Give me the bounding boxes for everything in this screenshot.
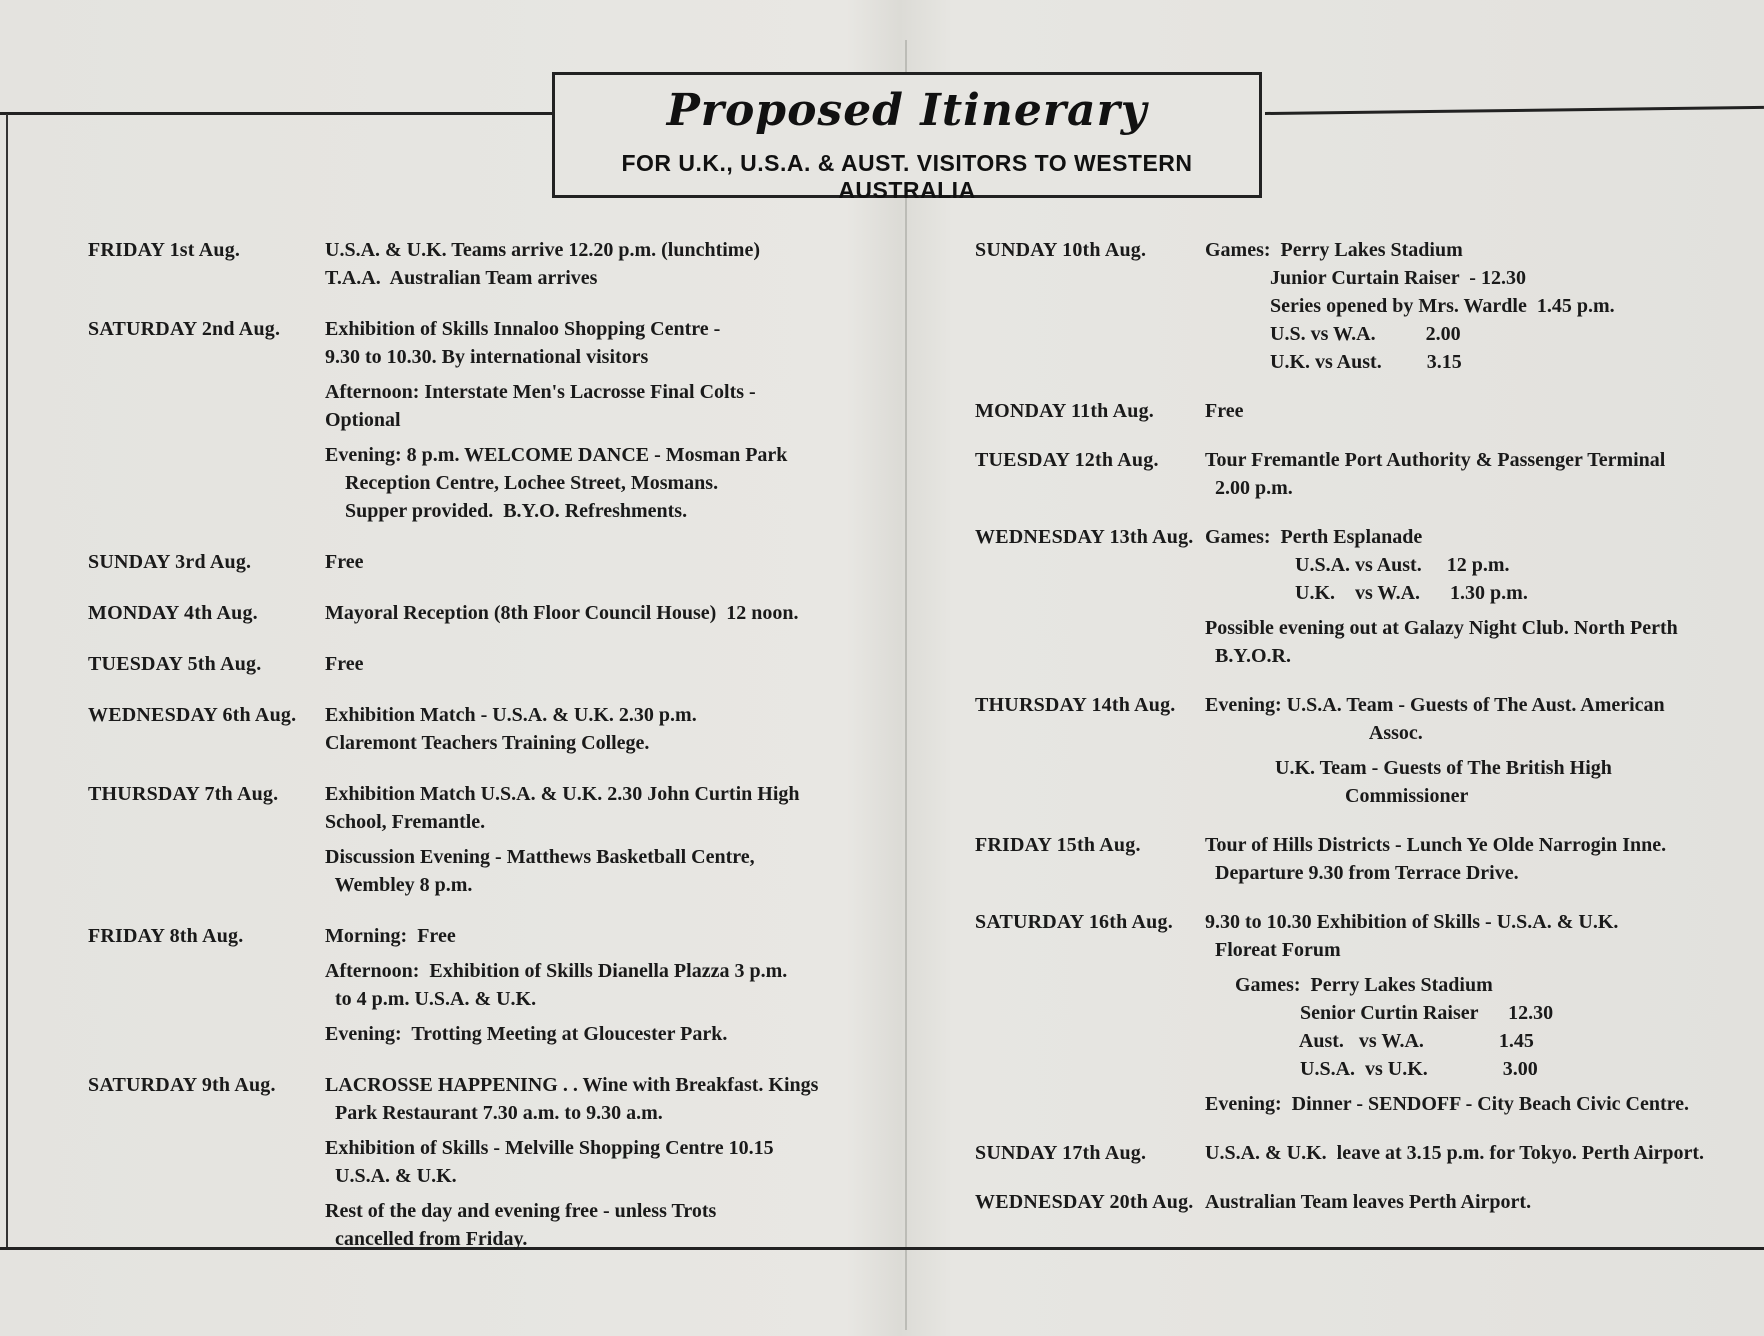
activity-line: LACROSSE HAPPENING . . Wine with Breakfast. Kings [325, 1074, 819, 1096]
day-date: MONDAY 11th Aug. [975, 400, 1154, 422]
activity-line: Evening: Trotting Meeting at Gloucester Park. [325, 1023, 728, 1045]
activity-line: Afternoon: Exhibition of Skills Dianella Plazza 3 p.m. [325, 960, 788, 982]
activity-line: Australian Team leaves Perth Airport. [1205, 1191, 1532, 1213]
activity-line: U.S.A. vs Aust. 12 p.m. [1205, 554, 1510, 576]
page-title: Proposed Itinerary [666, 85, 1148, 136]
activity-line: Free [325, 653, 364, 675]
activity-line: Floreat Forum [1205, 939, 1341, 961]
activity-line: Park Restaurant 7.30 a.m. to 9.30 a.m. [325, 1102, 663, 1124]
day-details [1205, 691, 1755, 817]
day-date: WEDNESDAY 13th Aug. [975, 526, 1194, 548]
activity-line: Afternoon: Interstate Men's Lacrosse Final Colts - [325, 381, 756, 403]
activity-paragraph [1205, 614, 1755, 670]
itinerary-day [88, 701, 878, 764]
activity-line: to 4 p.m. U.S.A. & U.K. [325, 988, 537, 1010]
activity-paragraph [325, 1197, 878, 1253]
activity-line: Free [325, 551, 364, 573]
activity-line: Games: Perry Lakes Stadium [1205, 974, 1493, 996]
activity-line: Games: Perth Esplanade [1205, 526, 1423, 548]
activity-line: Exhibition of Skills Innaloo Shopping Centre - [325, 318, 721, 340]
activity-paragraph [1205, 523, 1755, 607]
day-details [1205, 1188, 1755, 1223]
activity-line: Mayoral Reception (8th Floor Council House) 12 noon. [325, 602, 799, 624]
title-box [552, 72, 1262, 203]
day-details [1205, 397, 1755, 432]
activity-paragraph [1205, 831, 1755, 887]
top-rule-right [1265, 106, 1764, 115]
activity-line: U.S.A. & U.K. leave at 3.15 p.m. for Tokyo. Perth Airport. [1205, 1142, 1705, 1164]
day-date: SATURDAY 16th Aug. [975, 911, 1173, 933]
top-rule-left [0, 112, 552, 115]
day-details [325, 922, 878, 1055]
day-date: WEDNESDAY 6th Aug. [88, 704, 297, 726]
activity-line: Senior Curtin Raiser 12.30 [1205, 1002, 1554, 1024]
right-itinerary-column [975, 236, 1755, 1237]
activity-paragraph [1205, 971, 1755, 1083]
activity-line: Aust. vs W.A. 1.45 [1205, 1030, 1534, 1052]
activity-paragraph [1205, 236, 1755, 376]
activity-line: U.S.A. vs U.K. 3.00 [1205, 1058, 1538, 1080]
activity-line: Free [1205, 400, 1244, 422]
activity-line: Series opened by Mrs. Wardle 1.45 p.m. [1205, 295, 1615, 317]
activity-line: Morning: Free [325, 925, 456, 947]
activity-paragraph [325, 701, 878, 757]
activity-line: Games: Perry Lakes Stadium [1205, 239, 1463, 261]
activity-paragraph [325, 780, 878, 836]
page-fold [905, 40, 907, 1330]
activity-line: U.K. Team - Guests of The British High [1205, 757, 1612, 779]
day-details [325, 599, 878, 634]
activity-line: Exhibition of Skills - Melville Shopping Centre 10.15 [325, 1137, 774, 1159]
day-date: THURSDAY 14th Aug. [975, 694, 1176, 716]
day-date: SATURDAY 2nd Aug. [88, 318, 281, 340]
itinerary-day [88, 780, 878, 906]
day-date: TUESDAY 5th Aug. [88, 653, 262, 675]
activity-paragraph [325, 650, 878, 678]
activity-line: Tour Fremantle Port Authority & Passenger Terminal [1205, 449, 1666, 471]
itinerary-day [975, 831, 1755, 894]
day-details [325, 548, 878, 583]
day-details [325, 1071, 878, 1260]
activity-line: 9.30 to 10.30. By international visitors [325, 346, 649, 368]
itinerary-day [975, 236, 1755, 383]
itinerary-day [975, 446, 1755, 509]
activity-paragraph [325, 441, 878, 525]
day-date: TUESDAY 12th Aug. [975, 449, 1159, 471]
activity-line: 9.30 to 10.30 Exhibition of Skills - U.S.A. & U.K. [1205, 911, 1619, 933]
itinerary-day [88, 922, 878, 1055]
activity-paragraph [325, 957, 878, 1013]
activity-line: Optional [325, 409, 401, 431]
activity-line: U.K. vs Aust. 3.15 [1205, 351, 1462, 373]
itinerary-day [88, 650, 878, 685]
day-details [1205, 831, 1755, 894]
activity-line: U.K. vs W.A. 1.30 p.m. [1205, 582, 1528, 604]
activity-line: Exhibition Match U.S.A. & U.K. 2.30 John Curtin High [325, 783, 800, 805]
itinerary-day [88, 236, 878, 299]
activity-line: Discussion Evening - Matthews Basketball Centre, [325, 846, 755, 868]
activity-line: Rest of the day and evening free - unless Trots [325, 1200, 717, 1222]
activity-line: Assoc. [1205, 722, 1423, 744]
activity-line: U.S. vs W.A. 2.00 [1205, 323, 1461, 345]
activity-paragraph [1205, 691, 1755, 747]
day-date: SUNDAY 17th Aug. [975, 1142, 1147, 1164]
day-details [1205, 236, 1755, 383]
day-date: MONDAY 4th Aug. [88, 602, 258, 624]
activity-paragraph [1205, 1090, 1755, 1118]
activity-paragraph [325, 378, 878, 434]
itinerary-day [975, 1188, 1755, 1223]
activity-paragraph [325, 1071, 878, 1127]
activity-line: U.S.A. & U.K. [325, 1165, 457, 1187]
activity-line: Tour of Hills Districts - Lunch Ye Olde Narrogin Inne. [1205, 834, 1667, 856]
activity-line: Departure 9.30 from Terrace Drive. [1205, 862, 1519, 884]
activity-paragraph [325, 315, 878, 371]
day-date: FRIDAY 1st Aug. [88, 239, 241, 261]
day-details [1205, 908, 1755, 1125]
activity-paragraph [325, 843, 878, 899]
itinerary-day [88, 599, 878, 634]
activity-paragraph [325, 236, 878, 292]
itinerary-day [975, 691, 1755, 817]
day-details [1205, 523, 1755, 677]
day-details [325, 650, 878, 685]
activity-paragraph [1205, 397, 1755, 425]
activity-paragraph [325, 922, 878, 950]
activity-line: B.Y.O.R. [1205, 645, 1291, 667]
activity-line: School, Fremantle. [325, 811, 486, 833]
itinerary-day [88, 315, 878, 532]
activity-paragraph [325, 1020, 878, 1048]
day-date: SATURDAY 9th Aug. [88, 1074, 276, 1096]
activity-paragraph [325, 1134, 878, 1190]
page-subtitle: FOR U.K., U.S.A. & AUST. VISITORS TO WESTERN AUSTRALIA [621, 150, 1193, 203]
activity-line: Commissioner [1205, 785, 1469, 807]
day-details [325, 780, 878, 906]
activity-line: Supper provided. B.Y.O. Refreshments. [325, 500, 688, 522]
activity-line: Claremont Teachers Training College. [325, 732, 650, 754]
activity-paragraph [1205, 1188, 1755, 1216]
day-date: FRIDAY 15th Aug. [975, 834, 1141, 856]
itinerary-day [975, 397, 1755, 432]
activity-line: Wembley 8 p.m. [325, 874, 473, 896]
itinerary-day [975, 1139, 1755, 1174]
day-date: FRIDAY 8th Aug. [88, 925, 244, 947]
activity-line: Evening: 8 p.m. WELCOME DANCE - Mosman Park [325, 444, 788, 466]
day-date: WEDNESDAY 20th Aug. [975, 1191, 1194, 1213]
left-itinerary-column [88, 236, 878, 1276]
activity-line: Junior Curtain Raiser - 12.30 [1205, 267, 1526, 289]
activity-line: Possible evening out at Galazy Night Club. North Perth [1205, 617, 1678, 639]
itinerary-day [975, 908, 1755, 1125]
activity-line: 2.00 p.m. [1205, 477, 1293, 499]
activity-line: Reception Centre, Lochee Street, Mosmans. [325, 472, 719, 494]
activity-paragraph [1205, 754, 1755, 810]
day-details [1205, 1139, 1755, 1174]
day-date: SUNDAY 10th Aug. [975, 239, 1147, 261]
itinerary-day [975, 523, 1755, 677]
itinerary-day [88, 1071, 878, 1260]
activity-paragraph [1205, 446, 1755, 502]
activity-line: U.S.A. & U.K. Teams arrive 12.20 p.m. (lunchtime) [325, 239, 760, 261]
activity-paragraph [1205, 1139, 1755, 1167]
activity-line: T.A.A. Australian Team arrives [325, 267, 598, 289]
day-details [325, 315, 878, 532]
activity-line: Exhibition Match - U.S.A. & U.K. 2.30 p.m. [325, 704, 697, 726]
activity-line: cancelled from Friday. [325, 1228, 528, 1250]
activity-paragraph [1205, 908, 1755, 964]
itinerary-day [88, 548, 878, 583]
day-details [325, 701, 878, 764]
day-details [1205, 446, 1755, 509]
activity-line: Evening: U.S.A. Team - Guests of The Aust. American [1205, 694, 1665, 716]
left-rule [6, 114, 8, 1250]
activity-paragraph [325, 548, 878, 576]
day-details [325, 236, 878, 299]
activity-paragraph [325, 599, 878, 627]
day-date: SUNDAY 3rd Aug. [88, 551, 252, 573]
activity-line: Evening: Dinner - SENDOFF - City Beach Civic Centre. [1205, 1093, 1690, 1115]
day-date: THURSDAY 7th Aug. [88, 783, 279, 805]
